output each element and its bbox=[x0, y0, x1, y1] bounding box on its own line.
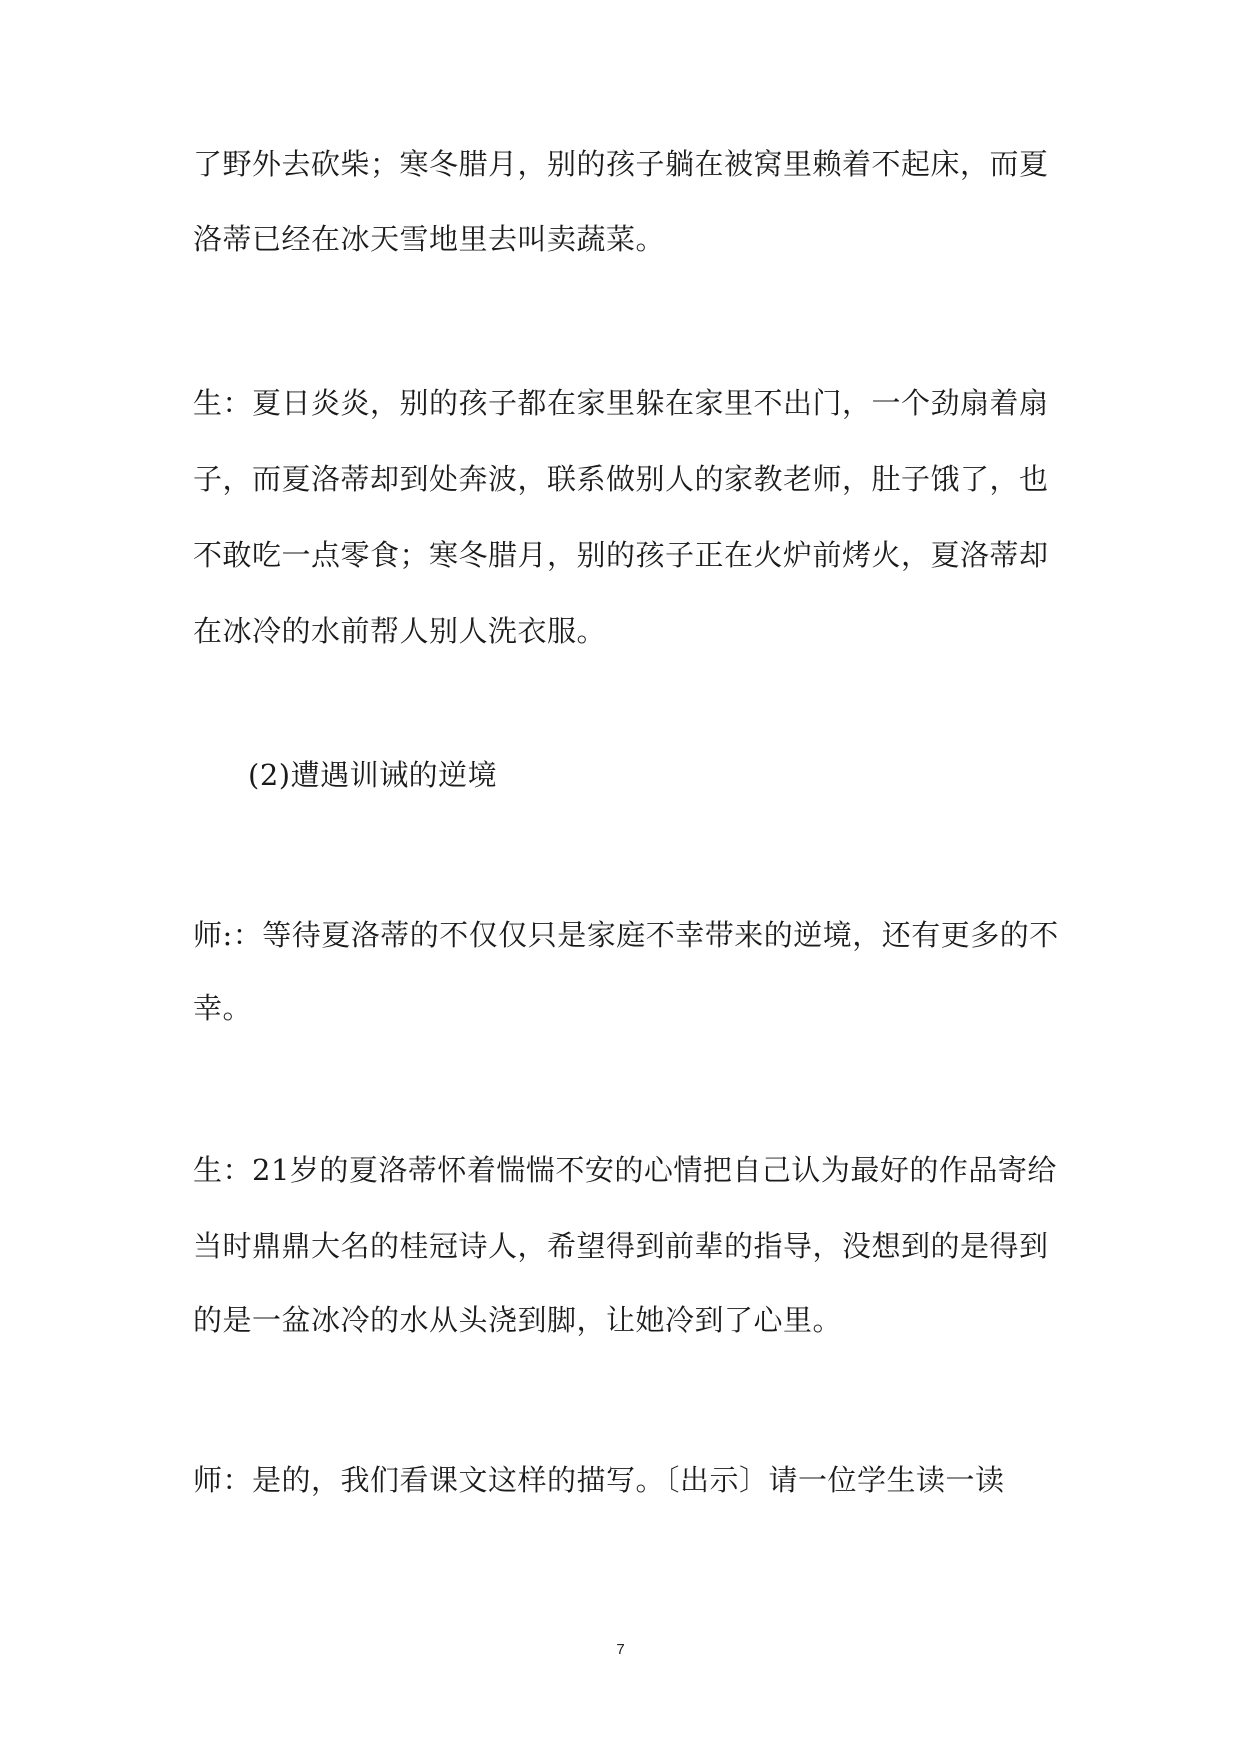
paragraph-line: 幸。 bbox=[193, 991, 253, 1025]
paragraph-line: 的是一盆冰冷的水从头浇到脚，让她冷到了心里。 bbox=[193, 1303, 843, 1337]
paragraph-line: 在冰冷的水前帮人别人洗衣服。 bbox=[193, 614, 607, 648]
page-number: 7 bbox=[616, 1641, 625, 1658]
paragraph-line: 生：21岁的夏洛蒂怀着惴惴不安的心情把自己认为最好的作品寄给 bbox=[193, 1153, 1057, 1187]
paragraph-line: 师：是的，我们看课文这样的描写。〔出示〕请一位学生读一读 bbox=[193, 1463, 1005, 1497]
paragraph-line: 子，而夏洛蒂却到处奔波，联系做别人的家教老师，肚子饿了，也 bbox=[193, 462, 1049, 496]
paragraph-line: 洛蒂已经在冰天雪地里去叫卖蔬菜。 bbox=[193, 222, 666, 256]
paragraph-line: 当时鼎鼎大名的桂冠诗人，希望得到前辈的指导，没想到的是得到 bbox=[193, 1229, 1049, 1263]
paragraph-line: 师:：等待夏洛蒂的不仅仅只是家庭不幸带来的逆境，还有更多的不 bbox=[193, 918, 1059, 952]
paragraph-line: 不敢吃一点零食；寒冬腊月，别的孩子正在火炉前烤火，夏洛蒂却 bbox=[193, 538, 1049, 572]
paragraph-line: 生：夏日炎炎，别的孩子都在家里躲在家里不出门，一个劲扇着扇 bbox=[193, 386, 1049, 420]
section-heading: (2)遭遇训诫的逆境 bbox=[248, 758, 498, 792]
paragraph-line: 了野外去砍柴；寒冬腊月，别的孩子躺在被窝里赖着不起床，而夏 bbox=[193, 147, 1049, 181]
